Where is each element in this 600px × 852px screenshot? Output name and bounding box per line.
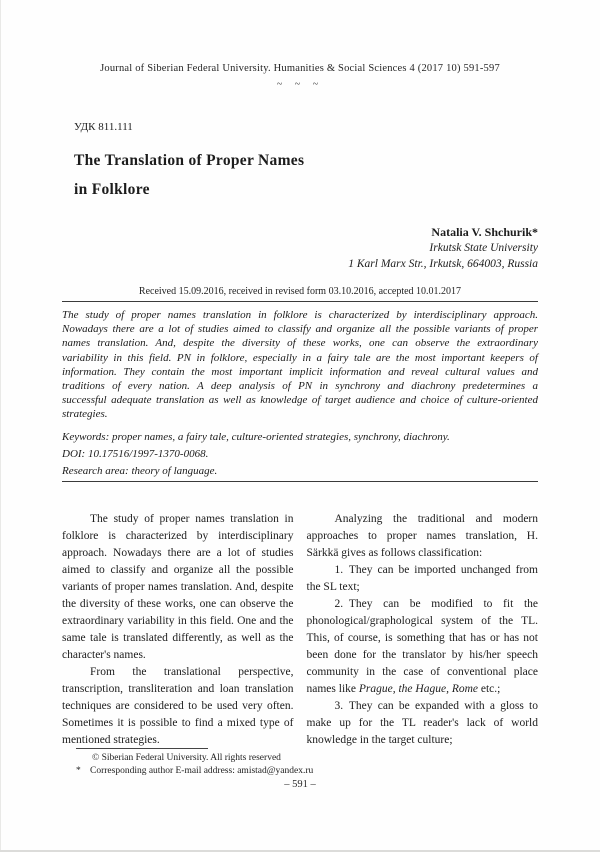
footnote-block	[62, 748, 538, 777]
author-affiliation: Irkutsk State University	[429, 242, 538, 254]
keywords-line: Keywords: proper names, a fairy tale, culture-oriented strategies, synchrony, diachrony.	[62, 430, 450, 443]
list-item-1: 1. They can be imported unchanged from the SL text;	[306, 563, 538, 593]
footnote-divider	[76, 748, 208, 749]
left-paragraph-1: The study of proper names translation in folklore is characterized by interdisciplinary approach. Nowadays there are a lot of studies aimed to classify and organize all the possible variants of proper names translation. And, despite the diversity of these works, one can observe the extraordinary variability in this field. One and the same tale is translated differently, as well as the character's names.	[62, 512, 294, 661]
tilde-ornament: ~ ~ ~	[276, 79, 324, 90]
list-item-2-place-names: Prague, the Hague, Rome	[358, 682, 478, 695]
journal-header: Journal of Siberian Federal University. Humanities & Social Sciences 4 (2017 10) 591-597	[100, 63, 500, 74]
right-intro-paragraph: Analyzing the traditional and modern approaches to proper names translation, H. Särkkä gives as follows classification:	[306, 512, 538, 559]
page-number: – 591 –	[284, 779, 316, 790]
doi-line: DOI: 10.17516/1997-1370-0068.	[62, 447, 209, 460]
received-dates-line: Received 15.09.2016, received in revised form 03.10.2016, accepted 10.01.2017	[138, 286, 462, 297]
paper-title	[62, 146, 538, 204]
divider-top	[62, 301, 538, 302]
list-item-3: 3. They can be expanded with a gloss to make up for the TL reader's lack of world knowledge in the target culture;	[306, 699, 538, 746]
author-name: Natalia V. Shchurik*	[431, 225, 538, 239]
udk-number: УДК 811.111	[74, 121, 133, 133]
footnote-asterisk: *	[76, 765, 81, 776]
corresponding-author-text: Corresponding author E-mail address: amistad@yandex.ru	[90, 765, 314, 776]
paper-title-line2: in Folklore	[74, 181, 150, 198]
author-address: 1 Karl Marx Str., Irkutsk, 664003, Russia	[348, 258, 538, 270]
abstract-text: The study of proper names translation in folklore is characterized by interdisciplinary approach. Nowadays there are a lot of studies aimed to classify and organize all the possible variants of proper names translation. And, despite the diversity of these works, one can observe the extraordinary variability in this field. PN in folklore, especially in a fairy tale are the most important keepers of information. They contain the most important implicit information and reveal cultural values and traditions of every nation. A deep analysis of PN in synchrony and diachrony predetermines a successful adequate translation as well as knowledge of target audience and choice of culture-oriented strategies.	[62, 309, 538, 421]
list-item-2-tail: etc.;	[478, 682, 501, 695]
right-column	[307, 511, 539, 749]
corresponding-author-line	[62, 765, 538, 778]
copyright-line: © Siberian Federal University. All rights reserved	[92, 753, 281, 763]
left-column	[62, 511, 294, 749]
body-columns	[62, 511, 538, 749]
author-block	[62, 224, 538, 272]
page-content	[62, 0, 538, 749]
research-area-line: Research area: theory of language.	[62, 464, 218, 477]
divider-bottom	[62, 481, 538, 482]
left-paragraph-2: From the translational perspective, transcription, transliteration and loan translation techniques are considered to be used very often. Sometimes it is possible to find a mixed type of mentioned strategies.	[62, 665, 294, 746]
list-item-2-text: 2. They can be modified to fit the phonological/graphological system of the TL. This, of course, is something that has or has not been done for the translator by his/her speech community in the case of conventional place names like	[306, 597, 538, 695]
list-item-2	[307, 596, 539, 698]
paper-title-line1: The Translation of Proper Names	[74, 152, 305, 169]
